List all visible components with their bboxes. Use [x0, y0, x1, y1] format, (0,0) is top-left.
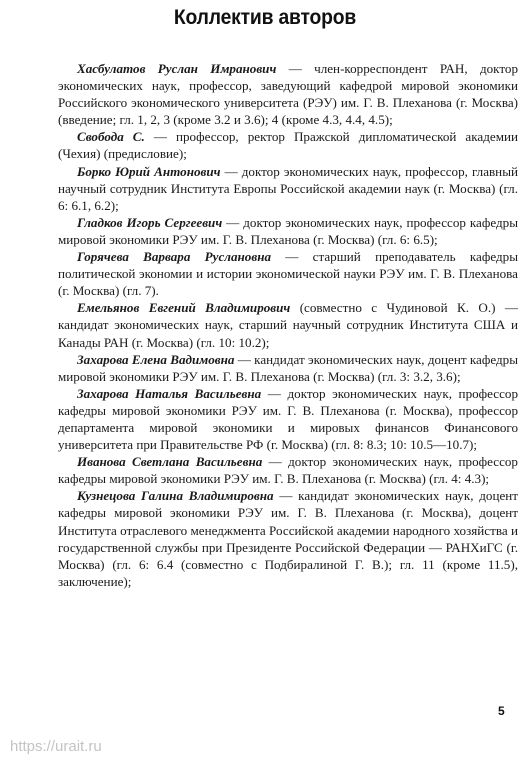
author-description: — доктор экономических наук, профессор кафедры мировой экономики РЭУ им. Г. В. Плеханова (г. Москва), профессор департамента мировой экономики и мировых финансов Финансового университета при Правительстве РФ (г. Москва) (гл. 8: 8.3; 10: 10.5—10.7); [58, 385, 518, 453]
author-description: — член-корреспондент РАН, доктор экономических наук, профессор, заведующий кафедрой мировой экономики Российского экономического университета (РЭУ) им. Г. В. Плеханова (г. Москва) (введение; гл. 1, 2, 3 (кроме 3.2 и 3.6); 4 (кроме 4.3, 4.4, 4.5); [58, 61, 518, 128]
author-list [58, 60, 518, 590]
author-name: Емельянов Евгений Владимирович [77, 300, 291, 316]
author-name: Горячева Варвара Руслановна [77, 249, 272, 265]
author-name: Кузнецова Галина Владимировна [77, 488, 274, 504]
author-description: — кандидат экономических наук, доцент кафедры мировой экономики РЭУ им. Г. В. Плеханова (г. Москва) (гл. 3: 3.2, 3.6); [58, 351, 518, 384]
author-name: Захарова Наталья Васильевна [77, 385, 262, 401]
author-description: — доктор экономических наук, профессор кафедры мировой экономики РЭУ им. Г. В. Плеханова (г. Москва) (гл. 6: 6.5); [58, 214, 518, 247]
author-entry [58, 487, 518, 590]
author-name: Иванова Светлана Васильевна [77, 454, 263, 470]
author-name: Хасбулатов Руслан Имранович [77, 61, 277, 76]
author-entry [58, 163, 518, 214]
author-description: — доктор экономических наук, профессор кафедры мировой экономики РЭУ им. Г. В. Плеханова (г. Москва) (гл. 4: 4.3); [58, 454, 518, 487]
author-entry [58, 60, 518, 128]
author-name: Гладков Игорь Сергеевич [77, 214, 223, 230]
author-entry [58, 351, 518, 385]
author-name: Свобода С. [77, 129, 145, 145]
watermark-text: https://urait.ru [10, 738, 102, 755]
author-description: (совместно с Чудиновой К. О.) — кандидат экономических наук, старший научный сотрудник Института США и Канады РАН (г. Москва) (гл. 10: 10.2); [58, 300, 518, 350]
page-title: Коллектив авторов [173, 6, 357, 29]
author-description: — профессор, ректор Пражской дипломатической академии (Чехия) (предисловие); [58, 129, 518, 162]
author-name: Борко Юрий Антонович [77, 163, 221, 179]
author-entry [58, 248, 518, 299]
author-entry [58, 453, 518, 487]
author-entry [58, 128, 518, 162]
author-name: Захарова Елена Вадимовна [77, 351, 235, 367]
author-entry [58, 214, 518, 248]
author-description: — старший преподаватель кафедры политической экономии и истории экономической науки РЭУ им. Г. В. Плеханова (г. Москва) (гл. 7). [58, 249, 518, 299]
author-entry [58, 299, 518, 350]
author-entry [58, 385, 518, 453]
author-description: — кандидат экономических наук, доцент кафедры мировой экономики РЭУ им. Г. В. Плеханова (г. Москва), доцент Института отраслевого менеджмента Российской академии народного хозяйства и государственной службы при Президенте Российской Федерации — РАНХиГС (г. Москва) (гл. 6: 6.4 (совместно с Подбиралиной Г. В.); гл. 11 (кроме 11.5), заключение); [58, 488, 518, 589]
page-number: 5 [498, 704, 505, 718]
author-description: — доктор экономических наук, профессор, главный научный сотрудник Института Европы Российской академии наук (г. Москва) (гл. 6: 6.1, 6.2); [58, 163, 518, 213]
